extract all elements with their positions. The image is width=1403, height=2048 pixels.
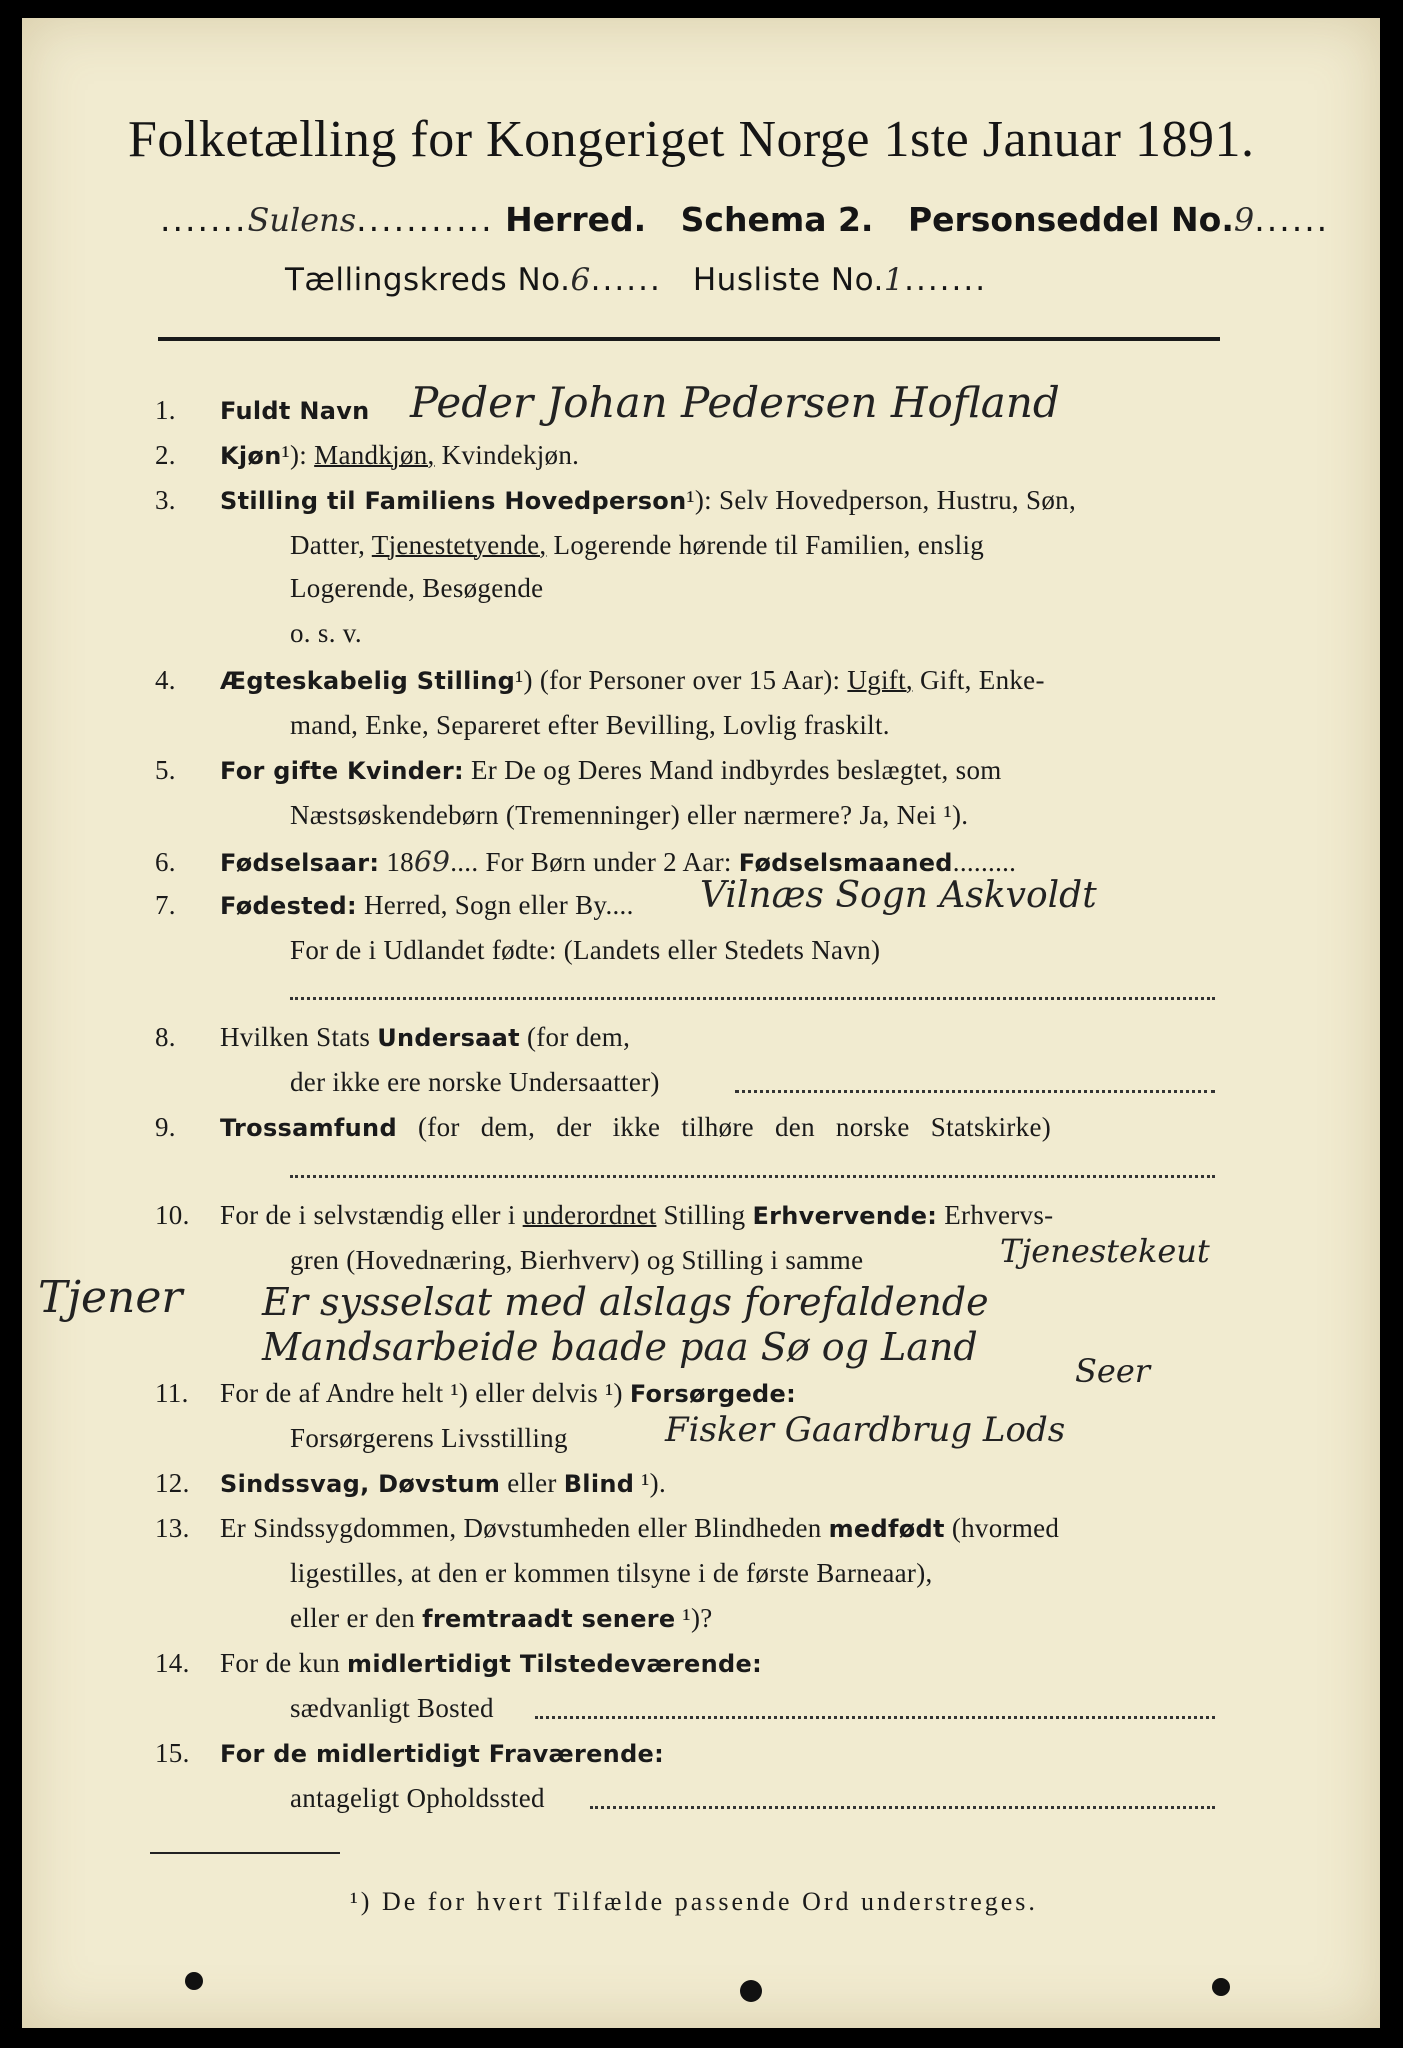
q4-line2: mand, Enke, Separeret efter Bevilling, Lovlig fraskilt. (290, 710, 890, 740)
q7-blank-line (290, 997, 1215, 1000)
q10-value3: Mandsarbeide baade paa Sø og Land (262, 1325, 978, 1369)
form-title: Folketælling for Kongeriget Norge 1ste Januar 1891. (128, 111, 1255, 168)
q14-row: 14. For de kun midlertidigt Tilstedeværende: (155, 1648, 762, 1678)
q15-line2: antageligt Opholdssted (290, 1783, 545, 1813)
q8-blank-line (735, 1090, 1215, 1093)
q5-row: 5. For gifte Kvinder: Er De og Deres Mand indbyrdes beslægtet, som (155, 755, 1002, 785)
q2-selected-option: Mandkjøn, (314, 440, 435, 470)
footnote-rule (150, 1852, 340, 1854)
q10-margin-note: Tjener (38, 1272, 183, 1323)
taellingskreds-line: Tællingskreds No.6...... Husliste No.1....... (285, 262, 988, 298)
q7-value: Vilnæs Sogn Askvoldt (700, 875, 1097, 916)
q12-row: 12. Sindssvag, Døvstum eller Blind ¹). (155, 1468, 667, 1498)
q10-row: 10. For de i selvstændig eller i underordnet Stilling Erhvervende: Erhvervs- (155, 1200, 1054, 1230)
taellingskreds-value: 6 (570, 262, 591, 298)
q15-blank-line (590, 1806, 1215, 1809)
q13-line3: eller er den fremtraadt senere ¹)? (290, 1603, 713, 1633)
punch-mark-right (1212, 1978, 1230, 1996)
herred-value: Sulens (247, 201, 357, 239)
q5-line2: Næstsøskendebørn (Tremenninger) eller nærmere? Ja, Nei ¹). (290, 800, 969, 830)
q3-selected-option: Tjenestetyende, (371, 530, 547, 560)
q11-value: Fisker Gaardbrug Lods (665, 1410, 1066, 1450)
q9-blank-line (290, 1175, 1215, 1178)
q10-value2: Er sysselsat med alslags forefaldende (262, 1280, 989, 1324)
q8-row: 8. Hvilken Stats Undersaat (for dem, (155, 1022, 631, 1052)
q14-line2: sædvanligt Bosted (290, 1693, 494, 1723)
q3-row: 3. Stilling til Familiens Hovedperson¹): Selv Hovedperson, Hustru, Søn, (155, 485, 1077, 515)
q14-blank-line (535, 1716, 1215, 1719)
herred-line: .......Sulens........... Herred. Schema 2. Personseddel No.9...... (160, 200, 1330, 239)
q7-row: 7. Fødested: Herred, Sogn eller By.... (155, 890, 634, 920)
q7-line2: For de i Udlandet fødte: (Landets eller Stedets Navn) (290, 935, 881, 965)
footnote: ¹) De for hvert Tilfælde passende Ord understreges. (350, 1887, 1038, 1916)
q13-row: 13. Er Sindssygdommen, Døvstumheden eller Blindheden medfødt (hvormed (155, 1513, 1060, 1543)
q2-row: 2. Kjøn¹): Mandkjøn, Kvindekjøn. (155, 440, 580, 470)
q11-line2: Forsørgerens Livsstilling (290, 1423, 568, 1453)
q1-row: 1. Fuldt Navn (155, 395, 370, 425)
personseddel-value: 9 (1233, 201, 1255, 239)
q4-row: 4. Ægteskabelig Stilling¹) (for Personer over 15 Aar): Ugift, Gift, Enke- (155, 665, 1045, 695)
personseddel-label: Personseddel No. (907, 200, 1234, 239)
schema-label: Schema 2. (680, 200, 874, 239)
q15-row: 15. For de midlertidigt Fraværende: (155, 1738, 665, 1768)
husliste-label: Husliste No. (692, 262, 884, 298)
q6-row: 6. Fødselsaar: 1869.... For Børn under 2 Aar: Fødselsmaaned......... (155, 845, 1017, 878)
q11-row: 11. For de af Andre helt ¹) eller delvis ¹) Forsørgede: (155, 1378, 796, 1408)
q11-value-above: Seer (1075, 1352, 1151, 1390)
herred-label: Herred. (505, 200, 647, 239)
q8-line2: der ikke ere norske Undersaatter) (290, 1067, 660, 1097)
q10-value1: Tjenestekeut (1000, 1232, 1210, 1270)
punch-mark-left (185, 1972, 203, 1990)
q4-selected-option: Ugift, (847, 665, 913, 695)
header-rule (158, 337, 1220, 341)
taellingskreds-label: Tællingskreds No. (285, 262, 571, 298)
q9-row: 9. Trossamfund (for dem, der ikke tilhøre den norske Statskirke) (155, 1112, 1052, 1142)
husliste-value: 1 (883, 262, 905, 298)
q3-line4: o. s. v. (290, 618, 362, 648)
q10-line2: gren (Hovednæring, Bierhverv) og Stilling i samme (290, 1245, 864, 1275)
q13-line2: ligestilles, at den er kommen tilsyne i de første Barneaar), (290, 1558, 933, 1588)
q6-value: 69 (413, 845, 451, 878)
q3-line2: Datter, Tjenestetyende, Logerende hørende til Familien, enslig (290, 530, 985, 560)
q1-label: Fuldt Navn (220, 397, 370, 425)
punch-mark-center (740, 1980, 762, 2002)
q3-line3: Logerende, Besøgende (290, 573, 544, 603)
q1-value: Peder Johan Pedersen Hofland (410, 378, 1060, 427)
